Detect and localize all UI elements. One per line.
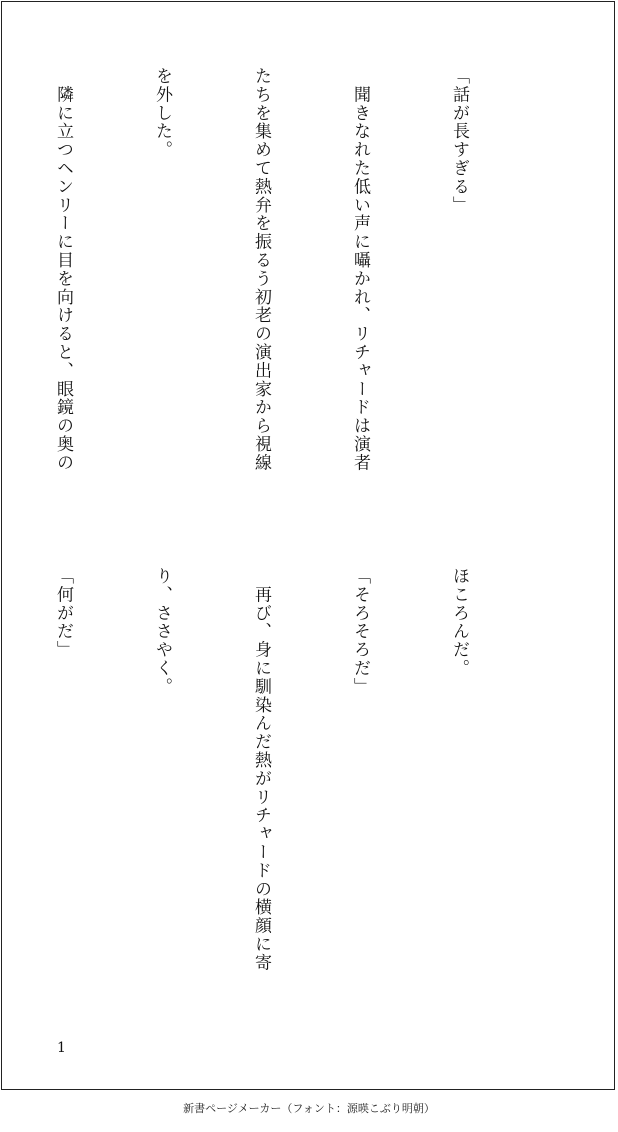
text-line: ほころんだ。	[449, 567, 469, 678]
lower-text-column	[53, 567, 541, 1027]
text-line: 「何がだ」	[53, 567, 73, 659]
text-line: 再び、身に馴染んだ熱がリチャードの横顔に寄	[251, 567, 271, 972]
text-line: 「話が長すぎる」	[449, 67, 469, 215]
text-line: を外した。	[152, 67, 172, 159]
page-frame	[1, 1, 615, 1090]
text-line: 「そろそろだ」	[350, 567, 370, 696]
upper-text-column	[53, 67, 541, 527]
text-line: 隣に立つヘンリーに目を向けると、眼鏡の奥の	[53, 67, 73, 472]
footer-caption: 新書ページメーカー（フォント：源暎こぶり明朝）	[183, 1102, 435, 1115]
text-line: 聞きなれた低い声に囁かれ、リチャードは演者	[350, 67, 370, 472]
text-line: り、ささやく。	[152, 567, 172, 696]
page-number: 1	[57, 1040, 66, 1056]
text-line: たちを集めて熱弁を振るう初老の演出家から視線	[251, 67, 271, 472]
